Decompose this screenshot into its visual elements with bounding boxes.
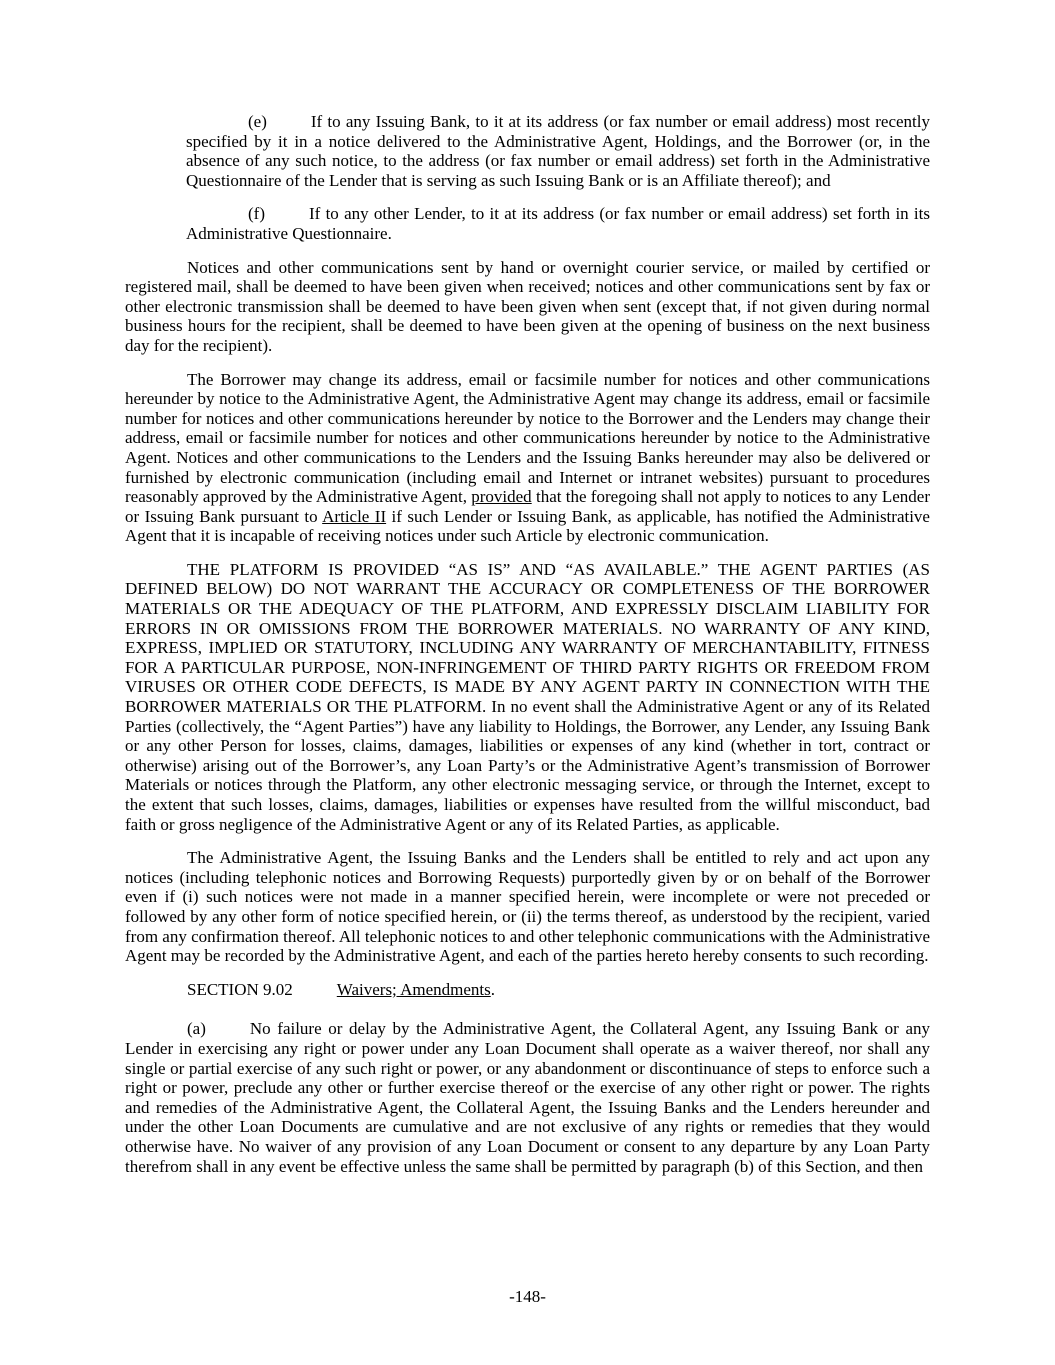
- paragraph-a: [125, 1019, 930, 1176]
- section-number: SECTION 9.02: [187, 979, 293, 999]
- clause-e-label: (e): [248, 112, 267, 131]
- paragraph-notices-delivery: Notices and other communications sent by hand or overnight courier service, or mailed by certified or registered mail, shall be deemed to have been given when received; notices and other communications sent by fax or other electronic transmission shall be deemed to have been given when sent (except that, if not given during normal business hours for the recipient, shall be deemed to have been given at the opening of business on the next business day for the recipient).: [125, 257, 930, 355]
- section-title-period: .: [490, 979, 495, 999]
- paragraph-a-label: (a): [187, 1019, 206, 1039]
- address-change-part1: The Borrower may change its address, email or facsimile number for notices and other communications hereunder by notice to the Administrative Agent, the Administrative Agent may change its address, email or facsimile number for notices and other communications hereunder by notice to the Borrower and the Lenders may change their address, email or facsimile number for notices and other communications hereunder by notice to the Administrative Agent. Notices and other communications to the Lenders and the Issuing Banks hereunder may also be delivered or furnished by electronic communication (including email and Internet or intranet websites) pursuant to procedures reasonably approved by the Administrative Agent,: [125, 369, 930, 507]
- clause-e-text: If to any Issuing Bank, to it at its address (or fax number or email address) most recently specified by it in a notice delivered to the Administrative Agent, Holdings, and the Borrower (or, in the absence of any such notice, to the address (or fax number or email address) set forth in the Administrative Questionnaire of the Lender that is serving as such Issuing Bank or is an Affiliate thereof); and: [186, 112, 930, 190]
- section-heading: [125, 980, 930, 1000]
- paragraph-reliance: The Administrative Agent, the Issuing Banks and the Lenders shall be entitled to rely and act upon any notices (including telephonic notices and Borrowing Requests) purportedly given by or on behalf of the Borrower even if (i) such notices were not made in a manner specified herein, were incomplete or were not preceded or followed by any other form of notice specified herein, or (ii) the terms thereof, as understood by the recipient, varied from any confirmation thereof. All telephonic notices to and other telephonic communications with the Administrative Agent may be recorded by the Administrative Agent, and each of the parties hereto hereby consents to such recording.: [125, 848, 930, 966]
- underline-provided: provided: [471, 487, 532, 507]
- paragraph-platform-disclaimer: THE PLATFORM IS PROVIDED “AS IS” AND “AS AVAILABLE.” THE AGENT PARTIES (AS DEFINED BELOW) DO NOT WARRANT THE ACCURACY OR COMPLETENESS OF THE BORROWER MATERIALS OR THE ADEQUACY OF THE PLATFORM, AND EXPRESSLY DISCLAIM LIABILITY FOR ERRORS IN OR OMISSIONS FROM THE BORROWER MATERIALS. NO WARRANTY OF ANY KIND, EXPRESS, IMPLIED OR STATUTORY, INCLUDING ANY WARRANTY OF MERCHANTABILITY, FITNESS FOR A PARTICULAR PURPOSE, NON-INFRINGEMENT OF THIRD PARTY RIGHTS OR FREEDOM FROM VIRUSES OR OTHER CODE DEFECTS, IS MADE BY ANY AGENT PARTY IN CONNECTION WITH THE BORROWER MATERIALS OR THE PLATFORM. In no event shall the Administrative Agent or any of its Related Parties (collectively, the “Agent Parties”) have any liability to Holdings, the Borrower, any Lender, any Issuing Bank or any other Person for losses, claims, damages, liabilities or expenses of any kind (whether in tort, contract or otherwise) arising out of the Borrower’s, any Loan Party’s or the Administrative Agent’s transmission of Borrower Materials or notices through the Platform, any other electronic messaging service, or through the Internet, except to the extent that such losses, claims, damages, liabilities or expenses have resulted from the willful misconduct, bad faith or gross negligence of the Administrative Agent or any of its Related Parties, as applicable.: [125, 559, 930, 834]
- underline-article-ii: Article II: [322, 506, 387, 526]
- clause-f-label: (f): [248, 204, 265, 224]
- clause-e: [186, 112, 930, 190]
- section-title: Waivers; Amendments: [336, 979, 491, 999]
- paragraph-address-change: [125, 370, 930, 546]
- address-change-part2: that the foregoing shall not apply to notices to any Lender or Issuing Bank pursuant to: [125, 487, 931, 526]
- paragraph-a-text: No failure or delay by the Administrative Agent, the Collateral Agent, any Issuing Bank or any Lender in exercising any right or power under any Loan Document shall operate as a waiver thereof, nor shall any single or partial exercise of any such right or power, or any abandonment or discontinuance of steps to enforce such a right or power, preclude any other or further exercise thereof or the exercise of any other right or power. The rights and remedies of the Administrative Agent, the Collateral Agent, the Issuing Banks and the Lenders hereunder and under the other Loan Documents are cumulative and are not exclusive of any rights or remedies that they would otherwise have. No waiver of any provision of any Loan Document or consent to any departure by any Loan Party therefrom shall in any event be effective unless the same shall be permitted by paragraph (b) of this Section, and then: [125, 1019, 930, 1176]
- clause-f: [186, 204, 930, 243]
- page-number: -148-: [509, 1287, 546, 1307]
- clause-f-text: If to any other Lender, to it at its address (or fax number or email address) set forth in its Administrative Questionnaire.: [186, 204, 930, 243]
- address-change-part3: if such Lender or Issuing Bank, as applicable, has notified the Administrative Agent that it is incapable of receiving notices under such Article by electronic communication.: [125, 506, 930, 546]
